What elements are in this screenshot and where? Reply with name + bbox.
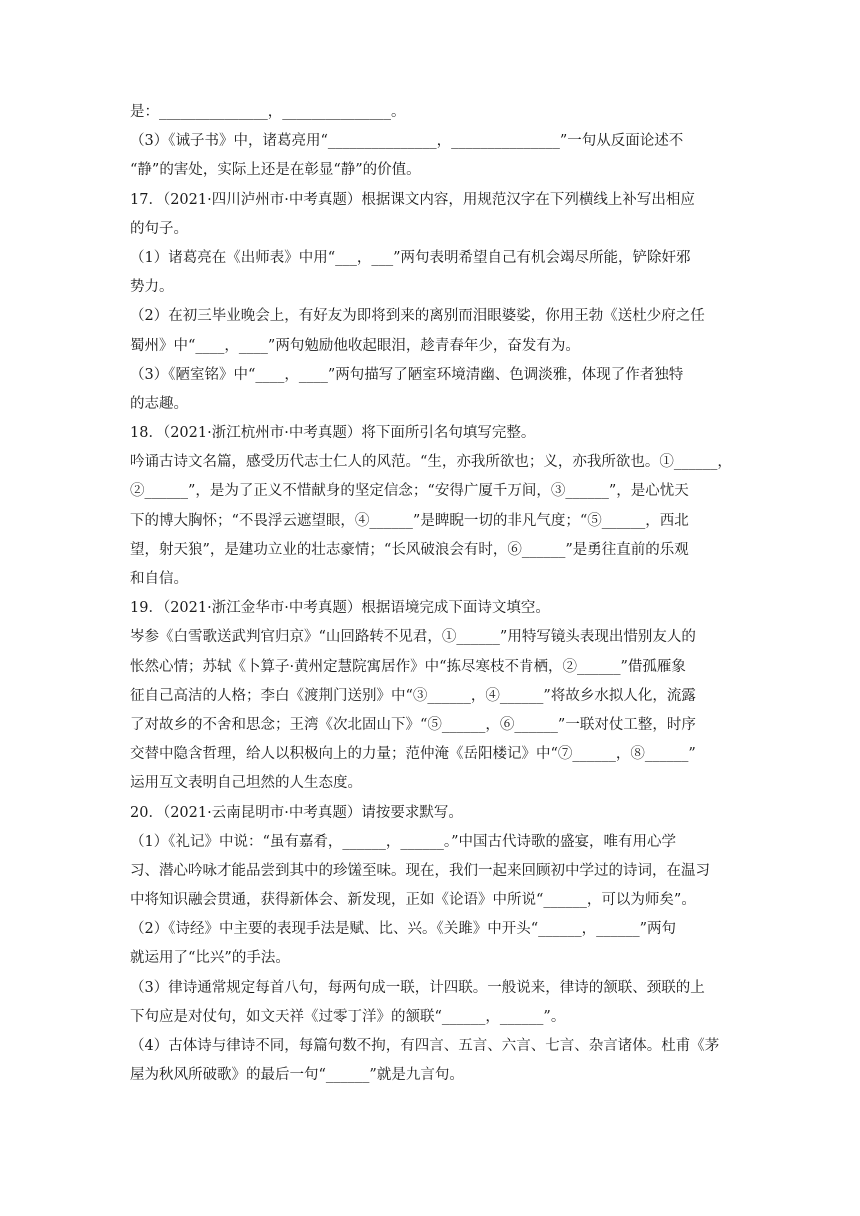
text-line: 征自己高洁的人格；李白《渡荆门送别》中“③______，④______”将故乡水拟人化，流露 xyxy=(130,687,696,704)
text-line: 中将知识融会贯通，获得新体会、新发现，正如《论语》中所说“______，可以为师矣”。 xyxy=(130,892,696,909)
text-line: 岑参《白雪歌送武判官归京》“山回路转不见君，①______”用特写镜头表现出惜别友人的 xyxy=(130,629,696,646)
text-line: 和自信。 xyxy=(130,571,188,587)
text-line: （3）律诗通常规定每首八句，每两句成一联，计四联。一般说来，律诗的颔联、颈联的上 xyxy=(130,979,705,996)
question-19-heading: 19．（2021·浙江金华市·中考真题）根据语境完成下面诗文填空。 xyxy=(130,600,550,617)
text-line: （3）《诫子书》中，诸葛亮用“_______________，_______________”一句从反面论述不 xyxy=(130,133,684,150)
text-line: “静”的害处，实际上还是在彰显“静”的价值。 xyxy=(130,162,421,179)
text-line: 蜀州》中“____，____”两句勉励他收起眼泪，趁青春年少，奋发有为。 xyxy=(130,337,580,354)
question-18-heading: 18．（2021·浙江杭州市·中考真题）将下面所引名句填写完整。 xyxy=(130,425,536,442)
text-line: 吟诵古诗文名篇，感受历代志士仁人的风范。“生，亦我所欲也；义，亦我所欲也。①______， xyxy=(130,454,732,471)
text-line: 望，射天狼”，是建功立业的壮志豪情；“长风破浪会有时，⑥______”是勇往直前的乐观 xyxy=(130,541,689,558)
text-line: （1）诸葛亮在《出师表》中用“___，___”两句表明希望自己有机会竭尽所能，铲除奸邪 xyxy=(130,249,691,266)
text-line: 习、潜心吟咏才能品尝到其中的珍馐至味。现在，我们一起来回顾初中学过的诗词，在温习 xyxy=(130,862,710,879)
text-line: （4）古体诗与律诗不同，每篇句数不拘，有四言、五言、六言、七言、杂言诸体。杜甫《茅 xyxy=(130,1038,720,1054)
text-line: 屋为秋风所破歌》的最后一句“______”就是九言句。 xyxy=(130,1067,464,1084)
text-line: 的句子。 xyxy=(130,220,188,237)
text-line: （3）《陋室铭》中“____，____”两句描写了陋室环境清幽、色调淡雅，体现了作者独特 xyxy=(130,366,684,383)
text-line: 的志趣。 xyxy=(130,395,188,412)
text-line: 下句应是对仗句，如文天祥《过零丁洋》的颔联“______，______”。 xyxy=(130,1008,566,1025)
text-line: 交替中隐含哲理，给人以积极向上的力量；范仲淹《岳阳楼记》中“⑦______，⑧______” xyxy=(130,746,696,763)
text-line: 运用互文表明自己坦然的人生态度。 xyxy=(130,775,362,792)
text-line: 就运用了“比兴”的手法。 xyxy=(130,950,290,967)
text-line: 下的博大胸怀；“不畏浮云遮望眼，④______”是睥睨一切的非凡气度；“⑤______，西北 xyxy=(130,512,689,529)
question-20-heading: 20．（2021·云南昆明市·中考真题）请按要求默写。 xyxy=(130,804,463,821)
text-line: 怅然心情；苏轼《卜算子·黄州定慧院寓居作》中“拣尽寒枝不肯栖，②______”借孤雁象 xyxy=(130,658,686,675)
text-line: （2）《诗经》中主要的表现手法是赋、比、兴。《关雎》中开头“______，______”两句 xyxy=(130,921,677,938)
text-line: （2）在初三毕业晚会上，有好友为即将到来的离别而泪眼婆娑，你用王勃《送杜少府之任 xyxy=(130,308,705,325)
text-line: 是：_______________，_______________。 xyxy=(130,104,406,120)
question-17-heading: 17．（2021·四川泸州市·中考真题）根据课文内容，用规范汉字在下列横线上补写出相应 xyxy=(130,191,695,208)
text-line: （1）《礼记》中说：“虽有嘉肴，______，______。”中国古代诗歌的盛宴，唯有用心学 xyxy=(130,833,677,850)
text-line: 势力。 xyxy=(130,279,174,296)
text-line: 了对故乡的不舍和思念；王湾《次北固山下》“⑤______，⑥______”一联对仗工整，时序 xyxy=(130,716,696,733)
text-line: ②______”，是为了正义不惜献身的坚定信念；“安得广厦千万间，③______”，是心忧天 xyxy=(130,483,689,500)
